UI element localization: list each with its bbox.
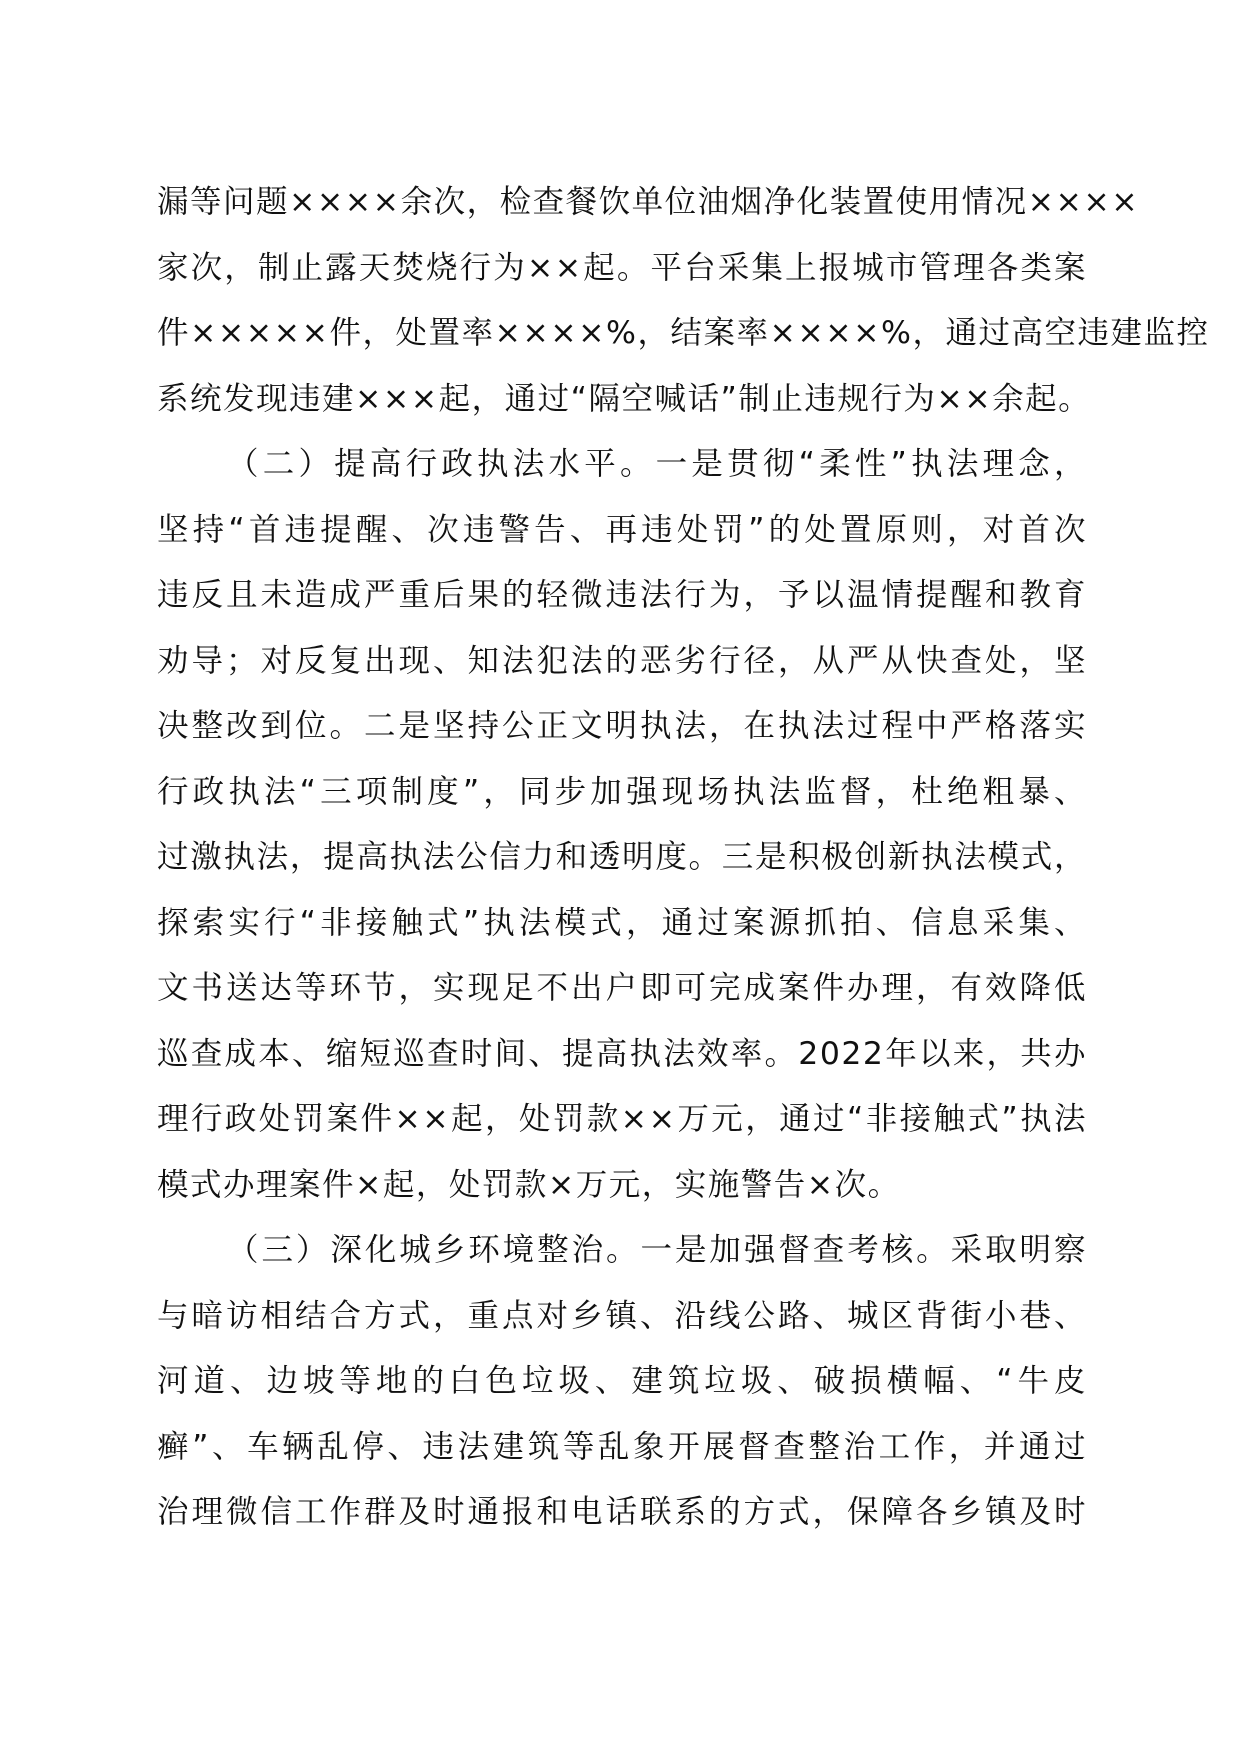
text-line: 文书送达等环节，实现足不出户即可完成案件办理，有效降低 bbox=[157, 970, 1087, 1006]
text-line: 模式办理案件×起，处罚款×万元，实施警告×次。 bbox=[157, 1166, 901, 1203]
document-page bbox=[157, 170, 1210, 1546]
text-line: 家次，制止露天焚烧行为××起。平台采集上报城市管理各类案 bbox=[157, 249, 1087, 286]
text-line: 漏等问题××××余次，检查餐饮单位油烟净化装置使用情况×××× bbox=[157, 184, 1140, 220]
text-line: 行政执法“三项制度”，同步加强现场执法监督，杜绝粗暴、 bbox=[157, 773, 1087, 810]
text-line: 巡查成本、缩短巡查时间、提高执法效率。2022年以来，共办 bbox=[157, 1035, 1087, 1072]
text-line: 过激执法，提高执法公信力和透明度。三是积极创新执法模式， bbox=[157, 839, 1087, 875]
text-line: 癣”、车辆乱停、违法建筑等乱象开展督查整治工作，并通过 bbox=[157, 1428, 1087, 1465]
section-heading-line: （三）深化城乡环境整治。一是加强督查考核。采取明察 bbox=[227, 1232, 1087, 1268]
section-heading-line: （二）提高行政执法水平。一是贯彻“柔性”执法理念， bbox=[227, 446, 1087, 482]
text-line: 决整改到位。二是坚持公正文明执法，在执法过程中严格落实 bbox=[157, 708, 1087, 744]
text-line: 理行政处罚案件××起，处罚款××万元，通过“非接触式”执法 bbox=[157, 1101, 1087, 1137]
text-line: 违反且未造成严重后果的轻微违法行为，予以温情提醒和教育 bbox=[157, 577, 1087, 613]
text-line: 件×××××件，处置率××××%，结案率××××%，通过高空违建监控 bbox=[157, 315, 1210, 351]
text-line: 坚持“首违提醒、次违警告、再违处罚”的处置原则，对首次 bbox=[157, 511, 1087, 548]
text-line: 劝导；对反复出现、知法犯法的恶劣行径，从严从快查处，坚 bbox=[157, 642, 1087, 679]
text-line: 河道、边坡等地的白色垃圾、建筑垃圾、破损横幅、“牛皮 bbox=[157, 1363, 1087, 1399]
text-line: 治理微信工作群及时通报和电话联系的方式，保障各乡镇及时 bbox=[157, 1494, 1087, 1530]
text-line: 探索实行“非接触式”执法模式，通过案源抓拍、信息采集、 bbox=[157, 904, 1087, 941]
text-line: 与暗访相结合方式，重点对乡镇、沿线公路、城区背街小巷、 bbox=[157, 1297, 1087, 1334]
text-line: 系统发现违建×××起，通过“隔空喊话”制止违规行为××余起。 bbox=[157, 380, 1092, 417]
